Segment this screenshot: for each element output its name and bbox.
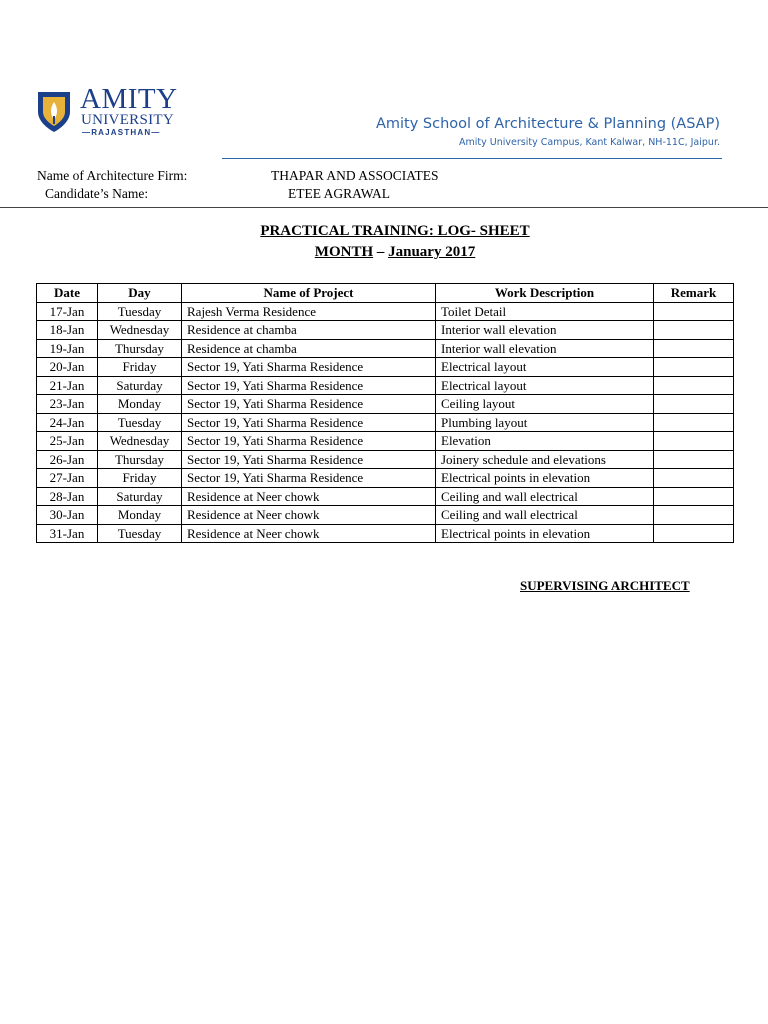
cell-day: Saturday [98,487,182,506]
cell-project: Sector 19, Yati Sharma Residence [182,413,436,432]
table-row [37,413,734,432]
cell-work: Interior wall elevation [436,321,654,340]
cell-date: 31-Jan [37,524,98,543]
cell-project: Sector 19, Yati Sharma Residence [182,395,436,414]
cell-date: 23-Jan [37,395,98,414]
section-divider [0,207,768,208]
cell-project: Sector 19, Yati Sharma Residence [182,358,436,377]
table-row [37,450,734,469]
table-row [37,376,734,395]
cell-day: Friday [98,469,182,488]
cell-remark [654,432,734,451]
cell-work: Ceiling and wall electrical [436,487,654,506]
cell-day: Saturday [98,376,182,395]
cell-day: Monday [98,506,182,525]
cell-project: Residence at chamba [182,321,436,340]
cell-project: Residence at Neer chowk [182,487,436,506]
cell-remark [654,302,734,321]
table-row [37,469,734,488]
cell-day: Tuesday [98,302,182,321]
cell-day: Monday [98,395,182,414]
cell-project: Rajesh Verma Residence [182,302,436,321]
cell-day: Thursday [98,450,182,469]
table-row [37,432,734,451]
logo-wordmark-amity: AMITY [80,83,178,115]
cell-remark [654,450,734,469]
cell-work: Plumbing layout [436,413,654,432]
table-row [37,506,734,525]
cell-work: Electrical layout [436,376,654,395]
cell-remark [654,376,734,395]
cell-remark [654,524,734,543]
cell-remark [654,506,734,525]
supervising-architect-label: SUPERVISING ARCHITECT [520,578,690,593]
cell-project: Sector 19, Yati Sharma Residence [182,450,436,469]
cell-project: Residence at Neer chowk [182,506,436,525]
firm-label: Name of Architecture Firm: [37,168,188,183]
cell-day: Wednesday [98,321,182,340]
cell-day: Thursday [98,339,182,358]
table-row [37,524,734,543]
cell-work: Ceiling and wall electrical [436,506,654,525]
table-header-row [37,284,734,303]
cell-work: Electrical layout [436,358,654,377]
cell-remark [654,358,734,377]
cell-remark [654,487,734,506]
column-header-date: Date [37,284,98,303]
cell-remark [654,395,734,414]
cell-project: Residence at chamba [182,339,436,358]
firm-value: THAPAR AND ASSOCIATES [271,168,439,183]
header-divider [222,158,722,159]
cell-date: 20-Jan [37,358,98,377]
page-title: PRACTICAL TRAINING: LOG- SHEET [260,223,530,239]
column-header-remark: Remark [654,284,734,303]
cell-project: Sector 19, Yati Sharma Residence [182,376,436,395]
school-address: Amity University Campus, Kant Kalwar, NH-11C, Jaipur. [459,137,720,148]
column-header-day: Day [98,284,182,303]
cell-remark [654,339,734,358]
cell-date: 28-Jan [37,487,98,506]
cell-date: 17-Jan [37,302,98,321]
log-table [36,283,734,543]
month-label: MONTH [314,244,374,260]
cell-date: 18-Jan [37,321,98,340]
cell-day: Tuesday [98,413,182,432]
cell-remark [654,321,734,340]
column-header-work: Work Description [436,284,654,303]
cell-date: 24-Jan [37,413,98,432]
month-line: MONTH – January 2017 [314,244,476,260]
cell-project: Sector 19, Yati Sharma Residence [182,432,436,451]
logo-wordmark-rajasthan: —RAJASTHAN— [82,128,161,137]
cell-project: Residence at Neer chowk [182,524,436,543]
cell-day: Wednesday [98,432,182,451]
school-name: Amity School of Architecture & Planning (ASAP) [375,116,720,132]
cell-date: 26-Jan [37,450,98,469]
cell-remark [654,469,734,488]
cell-project: Sector 19, Yati Sharma Residence [182,469,436,488]
table-row [37,302,734,321]
cell-day: Friday [98,358,182,377]
month-value: January 2017 [388,244,476,260]
cell-remark [654,413,734,432]
cell-work: Ceiling layout [436,395,654,414]
candidate-value: ETEE AGRAWAL [288,186,391,201]
amity-logo [36,83,178,138]
cell-work: Electrical points in elevation [436,469,654,488]
table-row [37,358,734,377]
cell-date: 21-Jan [37,376,98,395]
cell-date: 27-Jan [37,469,98,488]
cell-date: 25-Jan [37,432,98,451]
cell-work: Electrical points in elevation [436,524,654,543]
table-row [37,395,734,414]
table-row [37,339,734,358]
logo-wordmark-university: UNIVERSITY [81,112,174,128]
cell-date: 30-Jan [37,506,98,525]
cell-work: Elevation [436,432,654,451]
table-row [37,487,734,506]
shield-emblem-icon [36,90,72,134]
cell-work: Joinery schedule and elevations [436,450,654,469]
table-row [37,321,734,340]
candidate-label: Candidate’s Name: [45,186,149,201]
cell-work: Toilet Detail [436,302,654,321]
cell-work: Interior wall elevation [436,339,654,358]
column-header-project: Name of Project [182,284,436,303]
cell-date: 19-Jan [37,339,98,358]
cell-day: Tuesday [98,524,182,543]
